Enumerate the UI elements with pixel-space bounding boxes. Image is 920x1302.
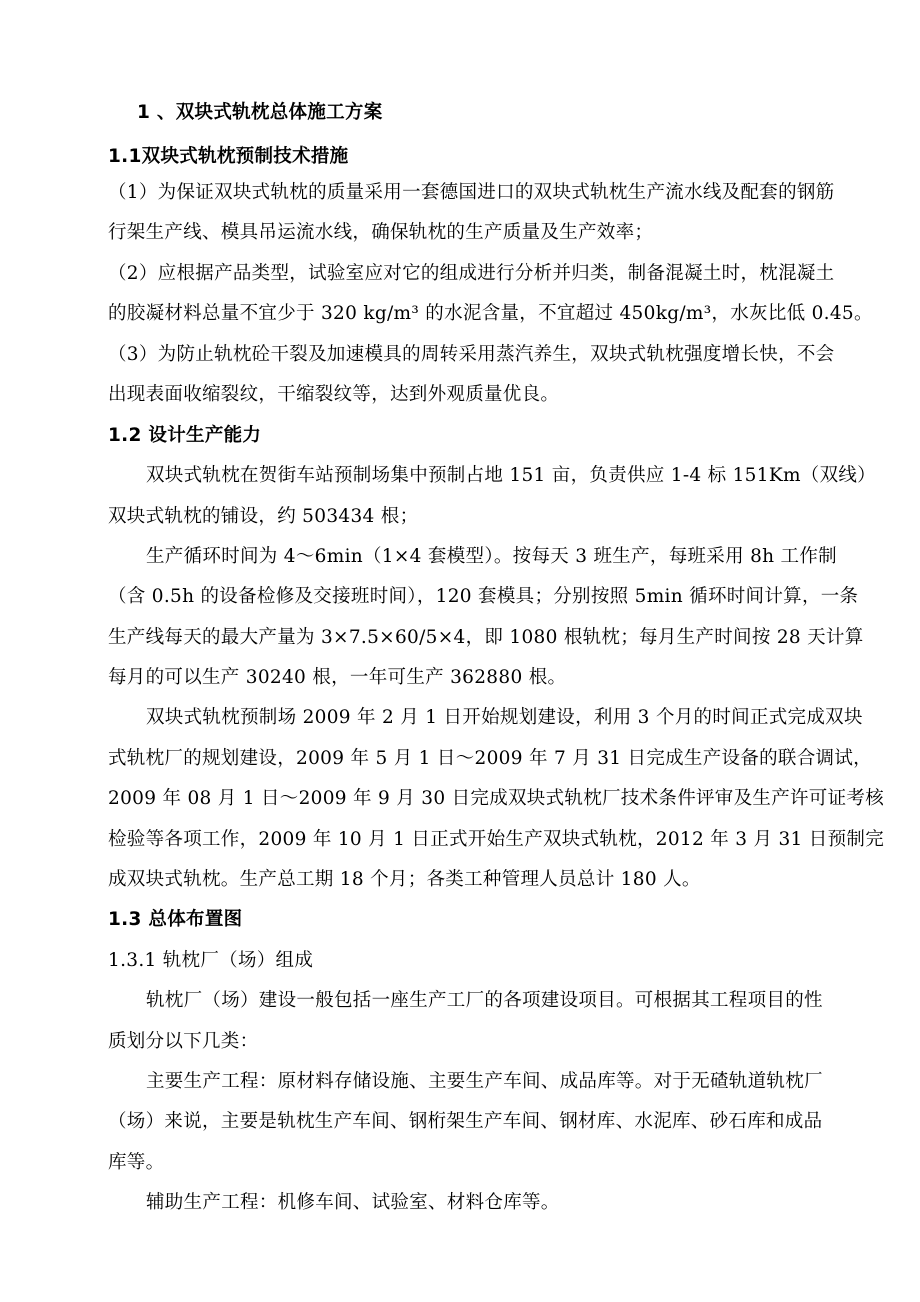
paragraph-line: 行架生产线、模具吊运流水线，确保轨枕的生产质量及生产效率； [108, 222, 654, 243]
paragraph-line: 检验等各项工作，2009 年 10 月 1 日正式开始生产双块式轨枕，2012 年 3 月 31 日预制完 [108, 829, 884, 850]
section-1-3-1-heading: 1.3.1 轨枕厂（场）组成 [108, 950, 314, 971]
paragraph-line: （2）应根据产品类型，试验室应对它的组成进行分析并归类，制备混凝土时，枕混凝土 [108, 263, 835, 284]
paragraph-line: 库等。 [108, 1152, 165, 1173]
paragraph-line: 成双块式轨枕。生产总工期 18 个月；各类工种管理人员总计 180 人。 [108, 869, 701, 890]
paragraph-line: 双块式轨枕的铺设，约 503434 根； [108, 506, 419, 527]
paragraph-line: 质划分以下几类： [108, 1031, 259, 1052]
paragraph-line: 2009 年 08 月 1 日～2009 年 9 月 30 日完成双块式轨枕厂技术条件评审及生产许可证考核 [108, 788, 884, 809]
paragraph-line: （含 0.5h 的设备检修及交接班时间），120 套模具；分别按照 5min 循环时间计算，一条 [108, 586, 859, 607]
paragraph-line: 辅助生产工程：机修车间、试验室、材料仓库等。 [146, 1192, 560, 1213]
section-1-1-heading: 1.1双块式轨枕预制技术措施 [108, 146, 349, 167]
paragraph-line: 的胶凝材料总量不宜少于 320 kg/m³ 的水泥含量，不宜超过 450kg/m³，水灰比低 0.45。 [108, 303, 873, 324]
paragraph-line: 双块式轨枕在贺街车站预制场集中预制占地 151 亩，负责供应 1-4 标 151Km（双线） [146, 465, 876, 486]
paragraph-line: 出现表面收缩裂纹，干缩裂纹等，达到外观质量优良。 [108, 384, 560, 405]
paragraph-line: （1）为保证双块式轨枕的质量采用一套德国进口的双块式轨枕生产流水线及配套的钢筋 [108, 182, 835, 203]
paragraph-line: 生产循环时间为 4～6min（1×4 套模型）。按每天 3 班生产，每班采用 8h 工作制 [146, 546, 837, 567]
paragraph-line: （场）来说，主要是轨枕生产车间、钢桁架生产车间、钢材库、水泥库、砂石库和成品 [108, 1111, 823, 1132]
paragraph-line: 主要生产工程：原材料存储设施、主要生产车间、成品库等。对于无碴轨道轨枕厂 [146, 1071, 823, 1092]
section-1-2-heading: 1.2 设计生产能力 [108, 425, 262, 446]
paragraph-line: 双块式轨枕预制场 2009 年 2 月 1 日开始规划建设，利用 3 个月的时间正式完成双块 [146, 707, 863, 728]
section-1-3-heading: 1.3 总体布置图 [108, 909, 243, 930]
paragraph-line: 每月的可以生产 30240 根，一年可生产 362880 根。 [108, 667, 567, 688]
paragraph-line: 式轨枕厂的规划建设，2009 年 5 月 1 日～2009 年 7 月 31 日完成生产设备的联合调试， [108, 748, 872, 769]
document-title: 1 、双块式轨枕总体施工方案 [137, 102, 383, 123]
paragraph-line: （3）为防止轨枕砼干裂及加速模具的周转采用蒸汽养生，双块式轨枕强度增长快，不会 [108, 344, 835, 365]
paragraph-line: 生产线每天的最大产量为 3×7.5×60/5×4，即 1080 根轨枕；每月生产时间按 28 天计算 [108, 627, 864, 648]
paragraph-line: 轨枕厂（场）建设一般包括一座生产工厂的各项建设项目。可根据其工程项目的性 [146, 990, 823, 1011]
